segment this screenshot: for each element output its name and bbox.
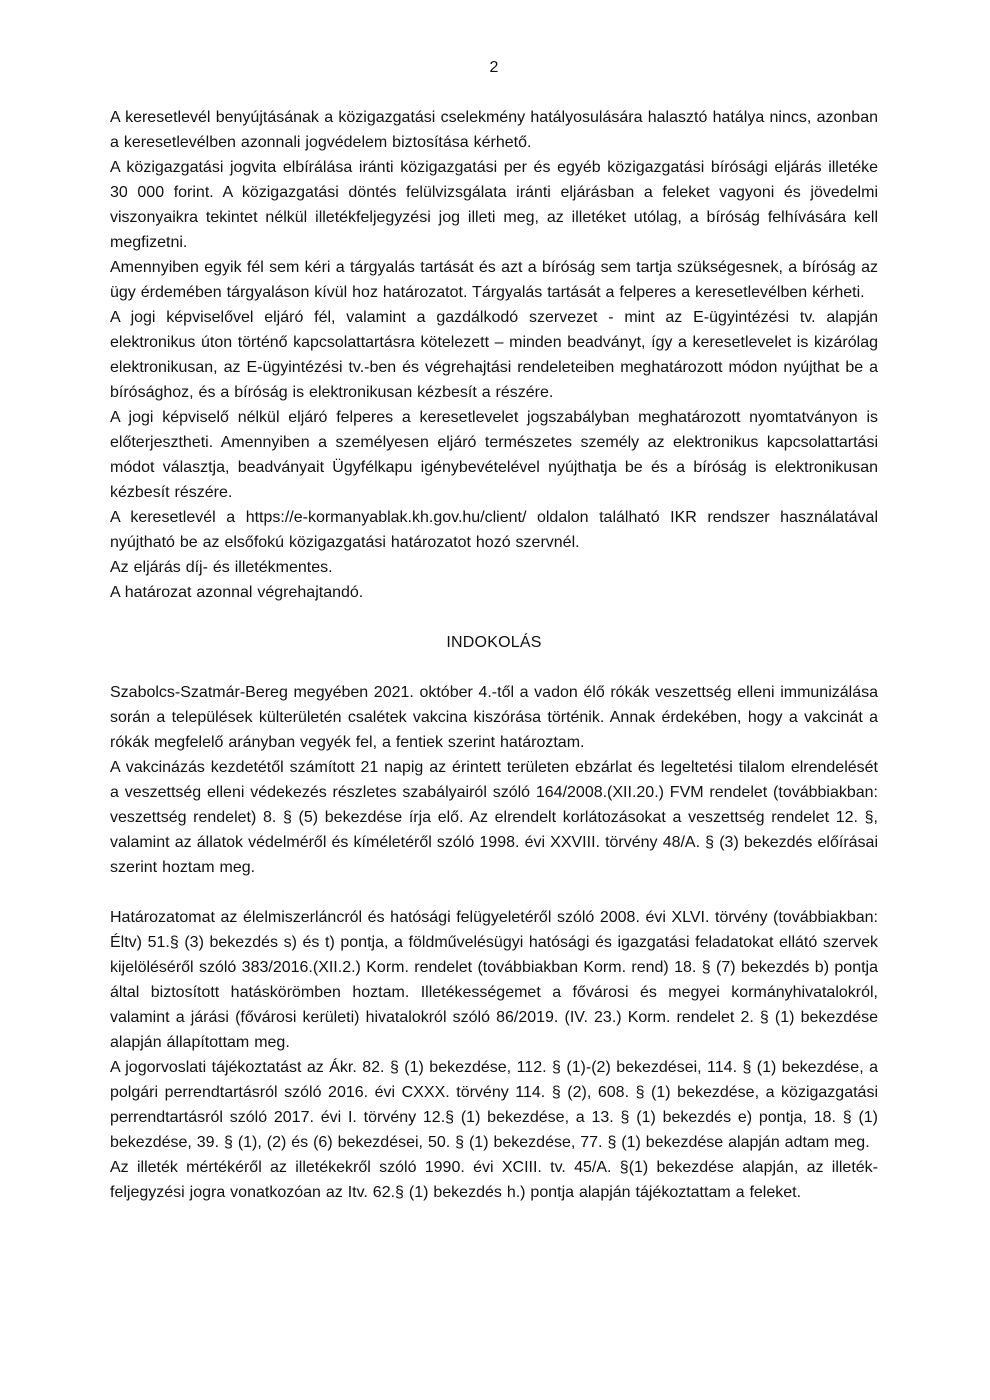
body-paragraph: A határozat azonnal végrehajtandó. — [110, 584, 364, 601]
reasoning-paragraph: Az illeték mértékéről az illetékekről szóló 1990. évi XCIII. tv. 45/A. §(1) bekezdése alapján, az illeték-feljegyzési jogra vonatkozóan az Itv. 62.§ (1) bekezdés h.) pontja alapján tájékoztattam a feleket. — [110, 1159, 878, 1201]
body-paragraph: Az eljárás díj- és illetékmentes. — [110, 559, 333, 576]
reasoning-paragraph: A jogorvoslati tájékoztatást az Ákr. 82. § (1) bekezdése, 112. § (1)-(2) bekezdései, 114. § (1) bekezdése, a polgári perrendtartásról szóló 2016. évi CXXX. törvény 114. § (2), 608. § (1) bekezdése, a közigazgatási perrendtartásról szóló 2017. évi I. törvény 12.§ (1) bekezdése, a 13. § (1) bekezdés e) pontja, 18. § (1) bekezdése, 39. § (1), (2) és (6) bekezdései, 50. § (1) bekezdése, 77. § (1) bekezdése alapján adtam meg. — [110, 1059, 878, 1151]
section-heading-indokolas: INDOKOLÁS — [446, 634, 542, 651]
body-paragraph: A jogi képviselő nélkül eljáró felperes a keresetlevelet jogszabályban meghatározott nyomtatványon is előterjesztheti. Amennyiben a személyesen eljáró természetes személy az elektronikus kapcsolattartási módot választja, beadványait Ügyfélkapu igénybevételével nyújthatja be és a bíróság is elektronikusan kézbesít részére. — [110, 409, 878, 501]
body-paragraph: A közigazgatási jogvita elbírálása iránti közigazgatási per és egyéb közigazgatási bírósági eljárás illetéke 30 000 forint. A közigazgatási döntés felülvizsgálata iránti eljárásban a feleket vagyoni és jövedelmi viszonyaikra tekintet nélkül illetékfeljegyzési jog illeti meg, az illetéket utólag, a bíróság felhívására kell megfizetni. — [110, 159, 878, 251]
reasoning-paragraph: Szabolcs-Szatmár-Bereg megyében 2021. október 4.-től a vadon élő rókák veszettség elleni immunizálása során a települések külterületén csalétek vakcina kiszórása történik. Annak érdekében, hogy a vakcinát a rókák megfelelő arányban vegyék fel, a fentiek szerint határoztam. — [110, 684, 878, 751]
body-paragraph: Amennyiben egyik fél sem kéri a tárgyalás tartását és azt a bíróság sem tartja szükségesnek, a bíróság az ügy érdemében tárgyaláson kívül hoz határozatot. Tárgyalás tartását a felperes a keresetlevélben kérheti. — [110, 259, 878, 301]
body-paragraph: A keresetlevél a https://e-kormanyablak.kh.gov.hu/client/ oldalon található IKR rendszer használatával nyújtható be az elsőfokú közigazgatási határozatot hozó szervnél. — [110, 509, 878, 551]
body-paragraph: A jogi képviselővel eljáró fél, valamint a gazdálkodó szervezet - mint az E-ügyintézési tv. alapján elektronikus úton történő kapcsolattartásra kötelezett – minden beadványt, így a keresetlevelet is kizárólag elektronikusan, az E-ügyintézési tv.-ben és végrehajtási rendeleteiben meghatározott módon nyújthat be a bírósághoz, és a bíróság is elektronikusan kézbesít a részére. — [110, 309, 878, 401]
reasoning-paragraph: Határozatomat az élelmiszerláncról és hatósági felügyeletéről szóló 2008. évi XLVI. törvény (továbbiakban: Éltv) 51.§ (3) bekezdés s) és t) pontja, a földművelésügyi hatósági és igazgatási feladatokat ellátó szervek kijelöléséről szóló 383/2016.(XII.2.) Korm. rendelet (továbbiakban Korm. rend) 18. § (7) bekezdés b) pontja által biztosított hatáskörömben hoztam. Illetékességemet a fővárosi és megyei kormányhivatalokról, valamint a járási (fővárosi kerületi) hivatalokról szóló 86/2019. (IV. 23.) Korm. rendelet 2. § (1) bekezdése alapján állapítottam meg. — [110, 909, 878, 1051]
body-paragraph: A keresetlevél benyújtásának a közigazgatási cselekmény hatályosulására halasztó hatálya nincs, azonban a keresetlevélben azonnali jogvédelem biztosítása kérhető. — [110, 109, 878, 151]
page-number: 2 — [489, 59, 499, 76]
reasoning-paragraph: A vakcinázás kezdetétől számított 21 napig az érintett területen ebzárlat és legeltetési tilalom elrendelését a veszettség elleni védekezés részletes szabályairól szóló 164/2008.(XII.20.) FVM rendelet (továbbiakban: veszettség rendelet) 8. § (5) bekezdése írja elő. Az elrendelt korlátozásokat a veszettség rendelet 12. §, valamint az állatok védelméről és kíméletéről szóló 1998. évi XXVIII. törvény 48/A. § (3) bekezdés előírásai szerint hoztam meg. — [110, 759, 878, 876]
